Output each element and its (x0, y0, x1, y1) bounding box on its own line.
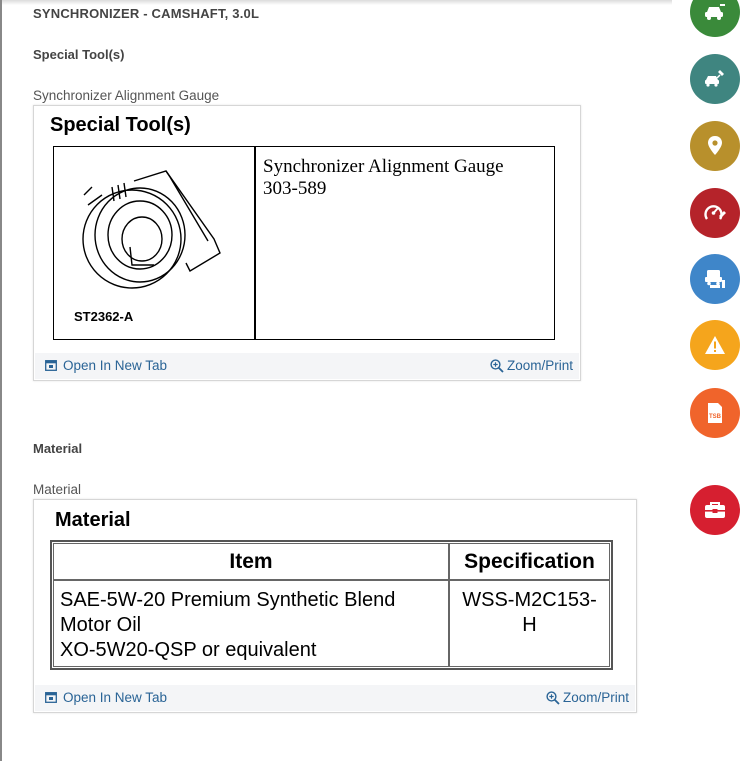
zoom-print-link[interactable] (490, 358, 573, 373)
figure-heading: Special Tool(s) (50, 114, 191, 136)
alignment-gauge-illustration (74, 165, 234, 290)
zoom-icon (490, 359, 504, 373)
table-header-item: Item (53, 543, 449, 580)
diagnostics-button[interactable] (690, 54, 740, 104)
image-label: ST2362-A (74, 309, 134, 324)
new-tab-icon (45, 360, 57, 371)
tsb-button[interactable] (690, 388, 740, 438)
zoom-print-link[interactable] (546, 690, 629, 705)
material-heading: Material (33, 441, 83, 456)
special-tool-caption: Synchronizer Alignment Gauge (33, 88, 220, 103)
figure-heading: Material (55, 509, 131, 531)
open-in-new-tab-link[interactable] (45, 690, 167, 705)
vehicle-button[interactable] (690, 0, 740, 37)
item-line: XO-5W20-QSP or equivalent (60, 639, 317, 661)
gauge-icon (703, 202, 727, 224)
content-left-border (0, 0, 2, 761)
new-tab-icon (45, 692, 57, 703)
diagnostics-icon (703, 68, 727, 90)
material-figure (33, 499, 637, 713)
special-tools-heading: Special Tool(s) (33, 47, 125, 62)
location-button[interactable] (690, 121, 740, 171)
header-shadow (2, 0, 672, 5)
open-in-new-tab-label: Open In New Tab (63, 690, 168, 705)
toolbox-icon (703, 500, 727, 520)
zoom-print-label: Zoom/Print (506, 358, 573, 373)
tsb-icon (706, 402, 724, 424)
material-table (50, 540, 613, 670)
spec-line: H (522, 614, 537, 636)
material-caption: Material (33, 482, 82, 497)
figure-footer (35, 685, 635, 711)
open-in-new-tab-link[interactable] (45, 358, 167, 373)
zoom-print-label: Zoom/Print (562, 690, 629, 705)
item-line: Motor Oil (60, 614, 142, 636)
service-button[interactable] (690, 254, 740, 304)
spec-line: WSS-M2C153- (462, 589, 597, 611)
tool-number: 303-589 (263, 178, 327, 199)
service-icon (703, 267, 727, 291)
page-title: SYNCHRONIZER - CAMSHAFT, 3.0L (33, 6, 260, 21)
vehicle-icon (703, 2, 727, 22)
table-row (53, 580, 449, 667)
table-divider (254, 147, 256, 339)
gauge-button[interactable] (690, 188, 740, 238)
special-tool-figure (33, 105, 581, 381)
table-cell-specification (449, 580, 610, 667)
warning-button[interactable] (690, 320, 740, 370)
zoom-icon (546, 691, 560, 705)
table-header-specification: Specification (449, 543, 610, 580)
open-in-new-tab-label: Open In New Tab (63, 358, 168, 373)
tool-name: Synchronizer Alignment Gauge (263, 156, 504, 177)
item-line: SAE-5W-20 Premium Synthetic Blend (60, 589, 396, 611)
toolbox-button[interactable] (690, 485, 740, 535)
special-tool-table (53, 146, 555, 340)
tsb-label: TSB (709, 414, 721, 420)
warning-icon (704, 335, 726, 355)
location-icon (706, 135, 724, 157)
figure-footer (35, 353, 579, 379)
